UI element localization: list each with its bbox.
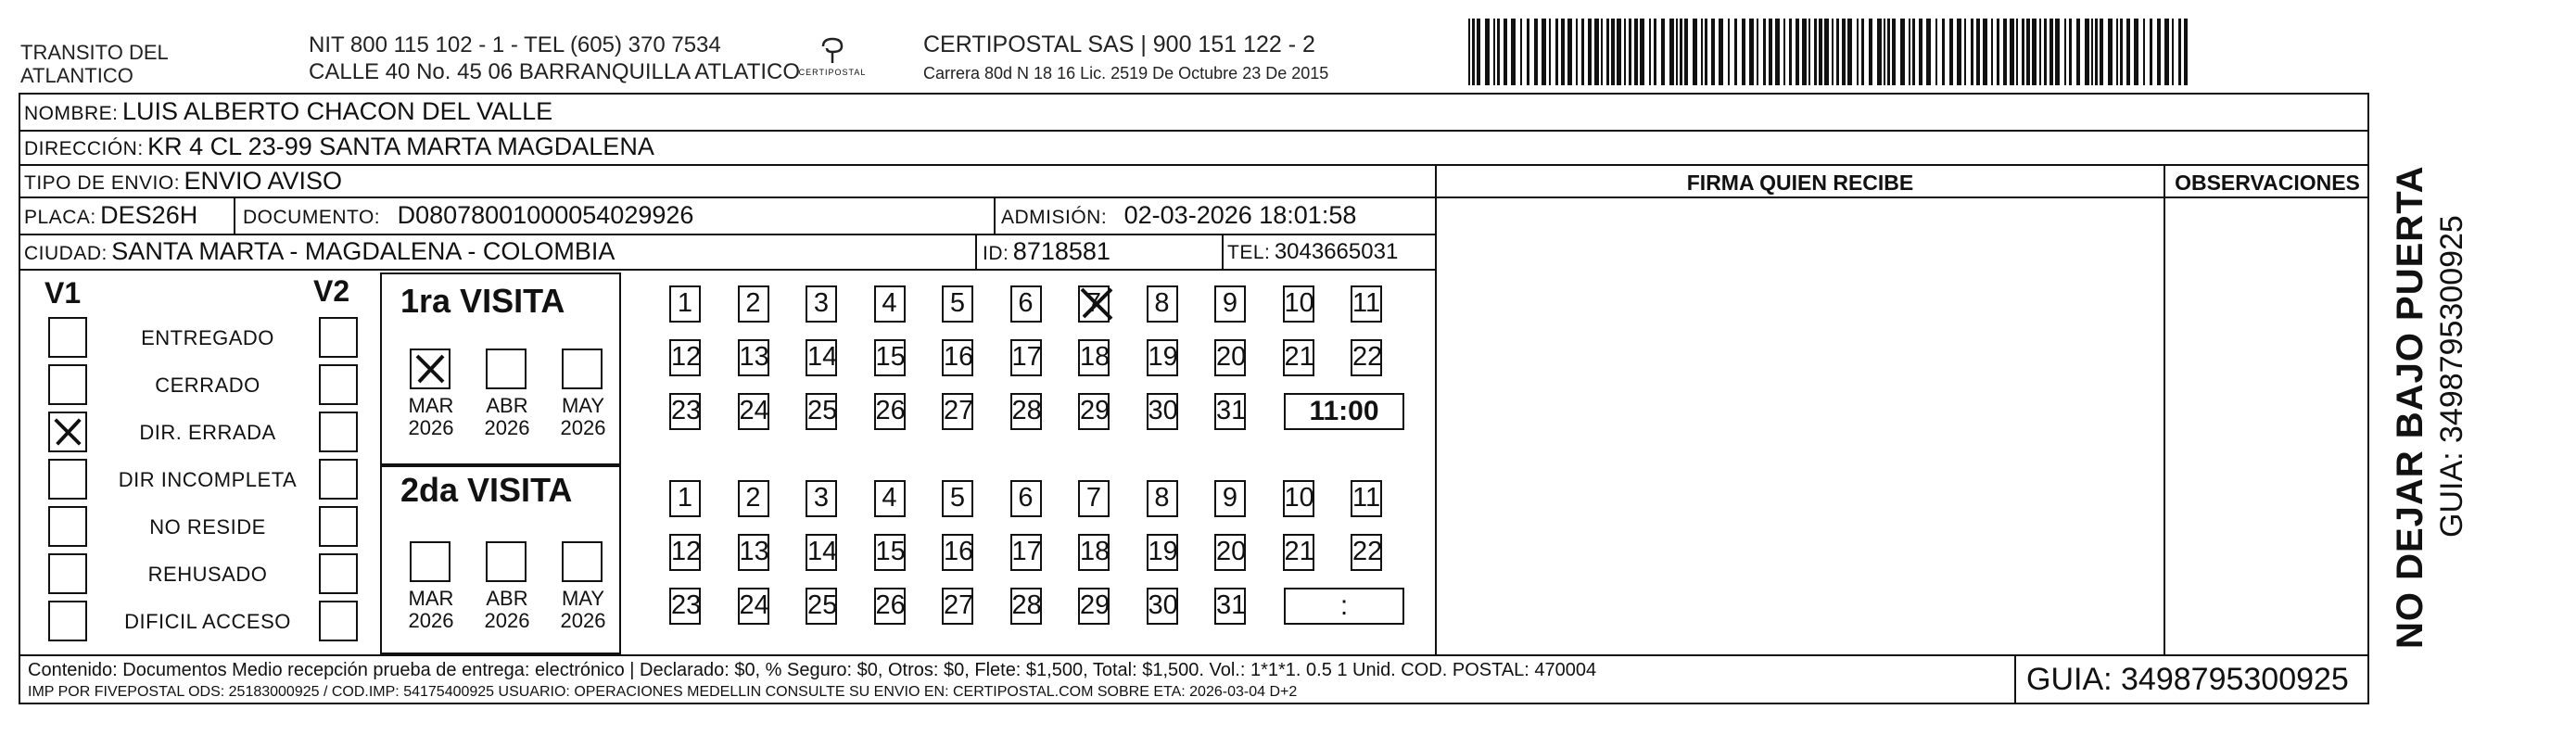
day-box-17[interactable]: 17 [1010, 534, 1042, 571]
day-box-22[interactable]: 22 [1351, 534, 1382, 571]
reason-label: DIFICIL ACCESO [124, 610, 291, 633]
month-checkbox-may[interactable] [562, 541, 603, 582]
v2-checkbox[interactable] [319, 553, 358, 594]
v1-checkbox[interactable] [48, 412, 87, 452]
day-box-10[interactable]: 10 [1283, 285, 1314, 323]
month-year: 2026 [484, 416, 530, 439]
direccion-value: KR 4 CL 23-99 SANTA MARTA MAGDALENA [147, 133, 654, 160]
day-box-24[interactable]: 24 [738, 588, 769, 625]
company-line1: TRANSITO DEL [20, 41, 169, 64]
day-box-3[interactable]: 3 [806, 480, 837, 517]
v2-checkbox[interactable] [319, 412, 358, 452]
nombre-row [24, 97, 552, 126]
day-box-10[interactable]: 10 [1283, 480, 1314, 517]
day-box-2[interactable]: 2 [738, 285, 769, 323]
day-box-14[interactable]: 14 [806, 339, 837, 376]
day-box-12[interactable]: 12 [669, 339, 701, 376]
direccion-row [24, 133, 654, 161]
day-box-25[interactable]: 25 [806, 393, 837, 430]
certipostal-logo [790, 37, 875, 77]
documento-label: DOCUMENTO: [243, 207, 381, 228]
day-box-11[interactable]: 11 [1351, 285, 1382, 323]
logo-icon [819, 37, 845, 65]
direccion-label: DIRECCIÓN: [24, 138, 144, 159]
certipostal-line1: CERTIPOSTAL SAS | 900 151 122 - 2 [923, 32, 1315, 57]
barcode [1468, 19, 2188, 85]
admision-label: ADMISIÓN: [1001, 207, 1108, 228]
v1-checkbox[interactable] [48, 553, 87, 594]
day-box-15[interactable]: 15 [874, 339, 906, 376]
nit-line1: NIT 800 115 102 - 1 - TEL (605) 370 7534 [309, 32, 721, 57]
reason-label: CERRADO [155, 374, 260, 397]
day-box-6[interactable]: 6 [1010, 480, 1042, 517]
month-year: 2026 [408, 416, 454, 439]
v2-checkbox[interactable] [319, 364, 358, 405]
no-dejar-bajo-puerta: NO DEJAR BAJO PUERTA [2390, 165, 2430, 649]
day-box-12[interactable]: 12 [669, 534, 701, 571]
v1-checkbox[interactable] [48, 506, 87, 547]
day-box-5[interactable]: 5 [942, 285, 973, 323]
v2-label: V2 [313, 274, 350, 308]
month-year: 2026 [560, 416, 606, 439]
v2-checkbox[interactable] [319, 601, 358, 641]
v1-checkbox[interactable] [48, 317, 87, 358]
day-box-20[interactable]: 20 [1214, 339, 1246, 376]
day-box-13[interactable]: 13 [738, 339, 769, 376]
month-label: MAY [561, 587, 605, 610]
company-line2: ATLANTICO [20, 64, 133, 87]
day-box-11[interactable]: 11 [1351, 480, 1382, 517]
tel-row [1227, 239, 1398, 265]
day-box-27[interactable]: 27 [942, 588, 973, 625]
day-box-1[interactable]: 1 [669, 285, 701, 323]
day-box-4[interactable]: 4 [874, 480, 906, 517]
month-checkbox-abr[interactable] [486, 541, 527, 582]
day-box-30[interactable]: 30 [1147, 588, 1178, 625]
month-label: MAY [561, 394, 605, 417]
day-box-28[interactable]: 28 [1010, 588, 1042, 625]
month-label: ABR [486, 394, 528, 417]
certipostal-line2: Carrera 80d N 18 16 Lic. 2519 De Octubre 23 De 2015 [923, 64, 1329, 82]
placa-label: PLACA: [24, 207, 96, 228]
side-guia: GUIA: 3498795300925 [2434, 215, 2469, 538]
day-box-24[interactable]: 24 [738, 393, 769, 430]
day-box-25[interactable]: 25 [806, 588, 837, 625]
second-visit-label: 2da VISITA [400, 471, 573, 509]
day-box-31[interactable]: 31 [1214, 393, 1246, 430]
header-certipostal [923, 33, 1328, 85]
day-box-7[interactable]: 7 [1078, 285, 1110, 323]
month-checkbox-mar[interactable] [410, 541, 450, 582]
reason-label: REHUSADO [147, 563, 268, 586]
v1-checkbox[interactable] [48, 364, 87, 405]
day-box-9[interactable]: 9 [1214, 285, 1246, 323]
firma-label: FIRMA QUIEN RECIBE [1686, 171, 1914, 195]
month-year: 2026 [484, 609, 530, 632]
placa-row [24, 201, 197, 230]
month-label: MAR [408, 587, 454, 610]
day-box-3[interactable]: 3 [806, 285, 837, 323]
tel-value: 3043665031 [1274, 239, 1399, 264]
day-box-16[interactable]: 16 [942, 534, 973, 571]
ciudad-row [24, 237, 615, 266]
day-box-2[interactable]: 2 [738, 480, 769, 517]
footer-contenido: Contenido: Documentos Medio recepción prueba de entrega: electrónico | Declarado: $0, % Seguro: $0, Otros: $0, Flete: $1,500, Total: $1,500. Vol.: 1*1*1. 0.5 1 Unid. COD. POSTAL: 470004 [28, 660, 1597, 680]
nombre-label: NOMBRE: [24, 103, 119, 124]
day-box-19[interactable]: 19 [1147, 339, 1178, 376]
id-value: 8718581 [1012, 237, 1110, 265]
tipo-value: ENVIO AVISO [184, 167, 343, 195]
day-box-29[interactable]: 29 [1078, 588, 1110, 625]
month-label: MAR [408, 394, 454, 417]
footer-imp: IMP POR FIVEPOSTAL ODS: 25183000925 / COD.IMP: 54175400925 USUARIO: OPERACIONES MEDELLIN CONSULTE SU ENVIO EN: CERTIPOSTAL.COM SOBRE ETA: 2026-03-04 D+2 [28, 684, 1298, 700]
day-box-18[interactable]: 18 [1078, 339, 1110, 376]
tipo-label: TIPO DE ENVIO: [24, 172, 181, 194]
documento-value: D08078001000054029926 [397, 201, 694, 229]
day-box-7[interactable]: 7 [1078, 480, 1110, 517]
header-nit [309, 33, 800, 83]
month-label: ABR [486, 587, 528, 610]
ciudad-label: CIUDAD: [24, 243, 108, 264]
day-box-6[interactable]: 6 [1010, 285, 1042, 323]
month-year: 2026 [560, 609, 606, 632]
day-box-23[interactable]: 23 [669, 588, 701, 625]
day-box-14[interactable]: 14 [806, 534, 837, 571]
day-box-30[interactable]: 30 [1147, 393, 1178, 430]
reason-label: NO RESIDE [149, 515, 266, 539]
observaciones-label: OBSERVACIONES [2175, 171, 2360, 195]
logo-text: CERTIPOSTAL [798, 68, 867, 77]
v2-checkbox[interactable] [319, 506, 358, 547]
placa-value: DES26H [100, 201, 198, 229]
reason-label: ENTREGADO [141, 326, 274, 349]
day-box-19[interactable]: 19 [1147, 534, 1178, 571]
day-box-8[interactable]: 8 [1147, 480, 1178, 517]
day-box-20[interactable]: 20 [1214, 534, 1246, 571]
header-company [20, 41, 169, 87]
day-box-1[interactable]: 1 [669, 480, 701, 517]
time-box[interactable]: : [1284, 588, 1404, 625]
day-box-8[interactable]: 8 [1147, 285, 1178, 323]
month-checkbox-mar[interactable] [410, 348, 450, 389]
day-box-23[interactable]: 23 [669, 393, 701, 430]
month-year: 2026 [408, 609, 454, 632]
first-visit-label: 1ra VISITA [400, 282, 565, 320]
day-box-26[interactable]: 26 [874, 393, 906, 430]
v1-checkbox[interactable] [48, 601, 87, 641]
day-box-31[interactable]: 31 [1214, 588, 1246, 625]
v2-checkbox[interactable] [319, 459, 358, 500]
day-box-28[interactable]: 28 [1010, 393, 1042, 430]
id-row [983, 237, 1110, 266]
day-box-16[interactable]: 16 [942, 339, 973, 376]
day-box-9[interactable]: 9 [1214, 480, 1246, 517]
nit-line2: CALLE 40 No. 45 06 BARRANQUILLA ATLATICO [309, 59, 801, 84]
day-box-18[interactable]: 18 [1078, 534, 1110, 571]
tipo-row [24, 167, 342, 196]
tel-label: TEL: [1227, 242, 1271, 263]
month-checkbox-may[interactable] [562, 348, 603, 389]
reason-label: DIR. ERRADA [139, 421, 276, 444]
month-checkbox-abr[interactable] [486, 348, 527, 389]
ciudad-value: SANTA MARTA - MAGDALENA - COLOMBIA [111, 237, 615, 265]
id-label: ID: [983, 243, 1009, 264]
nombre-value: LUIS ALBERTO CHACON DEL VALLE [121, 97, 553, 125]
day-box-17[interactable]: 17 [1010, 339, 1042, 376]
day-box-13[interactable]: 13 [738, 534, 769, 571]
day-box-21[interactable]: 21 [1283, 339, 1314, 376]
side-text [2390, 93, 2470, 649]
documento-row [243, 201, 693, 230]
admision-row [1001, 201, 1356, 230]
day-box-29[interactable]: 29 [1078, 393, 1110, 430]
day-box-15[interactable]: 15 [874, 534, 906, 571]
v1-checkbox[interactable] [48, 459, 87, 500]
day-box-4[interactable]: 4 [874, 285, 906, 323]
admision-value: 02-03-2026 18:01:58 [1123, 201, 1357, 229]
day-box-26[interactable]: 26 [874, 588, 906, 625]
v2-checkbox[interactable] [319, 317, 358, 358]
reason-label: DIR INCOMPLETA [118, 468, 298, 491]
footer-guia: GUIA: 3498795300925 [2026, 662, 2349, 697]
day-box-21[interactable]: 21 [1283, 534, 1314, 571]
day-box-5[interactable]: 5 [942, 480, 973, 517]
day-box-27[interactable]: 27 [942, 393, 973, 430]
time-box[interactable]: 11:00 [1284, 393, 1404, 430]
day-box-22[interactable]: 22 [1351, 339, 1382, 376]
v1-label: V1 [44, 276, 82, 310]
